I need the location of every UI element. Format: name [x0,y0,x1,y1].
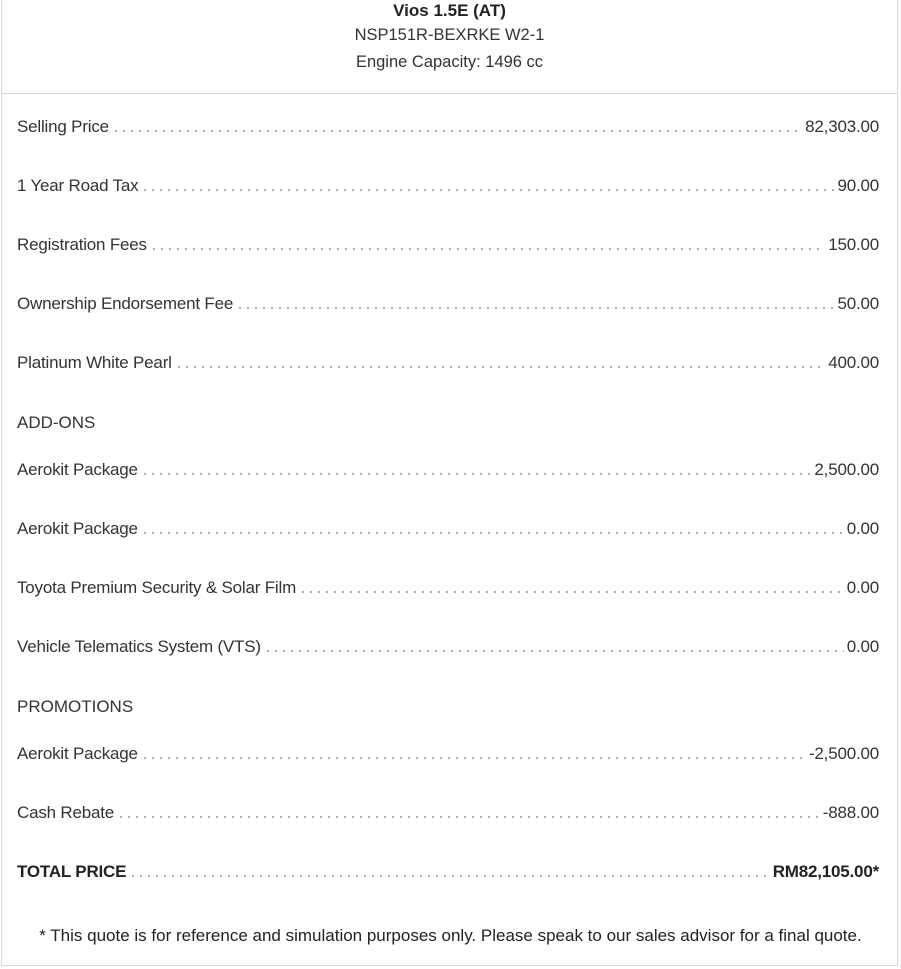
row-label: Toyota Premium Security & Solar Film [17,578,297,597]
row-value: 50.00 [837,294,879,313]
total-value: RM82,105.00* [772,862,879,881]
dot-leader [112,130,802,132]
row-value: -888.00 [822,803,879,822]
dot-leader [175,366,825,368]
dot-leader [117,816,820,818]
row-value: 0.00 [846,578,879,597]
dot-leader [141,532,844,534]
variant-code: NSP151R-BEXRKE W2-1 [354,26,545,44]
addon-row-aerokit [17,456,879,480]
model-name: Vios 1.5E (AT) [393,1,506,20]
row-value: -2,500.00 [808,744,879,763]
row-value: 0.00 [846,637,879,656]
row-value: 400.00 [828,353,879,372]
price-row-paint-color [17,349,879,373]
row-value: 82,303.00 [805,117,879,136]
dot-leader [141,757,806,759]
row-label: Aerokit Package [17,744,138,763]
addons-heading: ADD-ONS [17,413,96,432]
dot-leader [150,248,825,250]
addon-row-aerokit-2 [17,515,879,539]
row-value: 150.00 [828,235,879,254]
price-row-registration-fees [17,231,879,255]
promo-row-cash-rebate [17,799,879,823]
row-value: 0.00 [846,519,879,538]
dot-leader [299,591,844,593]
dot-leader [236,307,834,309]
dot-leader [141,189,834,191]
total-price-row [17,858,879,882]
dot-leader [264,650,844,652]
engine-capacity: Engine Capacity: 1496 cc [355,53,544,71]
row-label: 1 Year Road Tax [17,176,139,195]
row-label: Aerokit Package [17,519,138,538]
promotions-heading: PROMOTIONS [17,697,134,716]
vehicle-header [2,0,897,94]
price-row-ownership-endorsement [17,290,879,314]
row-label: Ownership Endorsement Fee [17,294,234,313]
price-row-road-tax [17,172,879,196]
price-row-selling-price [17,113,879,137]
addon-row-security-solar-film [17,574,879,598]
dot-leader [129,875,769,877]
total-label: TOTAL PRICE [17,862,127,881]
row-label: Selling Price [17,117,109,136]
row-value: 90.00 [837,176,879,195]
dot-leader [141,473,812,475]
row-label: Registration Fees [17,235,147,254]
row-value: 2,500.00 [814,460,879,479]
promo-row-aerokit [17,740,879,764]
row-label: Aerokit Package [17,460,138,479]
row-label: Platinum White Pearl [17,353,172,372]
disclaimer-note: * This quote is for reference and simulation purposes only. Please speak to our sales advisor for a final quote. [39,926,862,945]
addon-row-telematics [17,633,879,657]
row-label: Vehicle Telematics System (VTS) [17,637,261,656]
row-label: Cash Rebate [17,803,115,822]
